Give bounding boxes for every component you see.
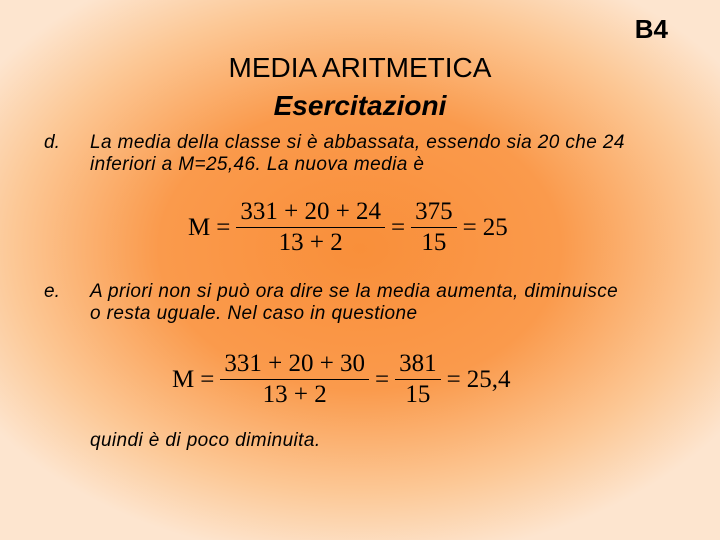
item-e-text: A priori non si può ora dire se la media aumenta, diminuisce o resta uguale. Nel caso in questione [90,281,619,324]
equation-d-lhs: M [188,213,211,241]
slide-code: B4 [634,14,668,44]
slide-title: MEDIA ARITMETICA [228,52,492,83]
equation-d [188,197,508,258]
item-d-marker: d. [44,132,60,153]
equation-e-equals-3: = [446,365,461,393]
equation-e-fraction-1-numerator: 331 + 20 + 30 [224,350,366,377]
equation-d-fraction-2-denominator: 15 [421,229,447,256]
equation-d-equals-3: = [462,213,477,241]
equation-e-lhs: M [172,365,195,393]
equation-e-result: 25,4 [466,365,511,393]
equation-d-result: 25 [482,213,508,241]
equation-e [172,349,511,410]
equation-d-equals-1: = [216,213,231,241]
equation-e-fraction-2 [395,349,441,410]
equation-d-fraction-1 [236,197,385,258]
item-d-text: La media della classe si è abbassata, essendo sia 20 che 24 inferiori a M=25,46. La nuova media è [90,132,625,175]
equation-e-fraction-1-denominator: 13 + 2 [262,381,327,408]
equation-d-fraction-2 [411,197,457,258]
equation-d-equals-2: = [391,213,406,241]
slide-subtitle: Esercitazioni [273,90,447,121]
equation-d-fraction-2-numerator: 375 [415,198,453,225]
equation-e-fraction-2-numerator: 381 [399,350,437,377]
equation-e-equals-1: = [200,365,215,393]
equation-e-equals-2: = [375,365,390,393]
item-e-marker: e. [44,281,60,302]
equation-e-fraction-2-denominator: 15 [405,381,431,408]
item-e-conclusion: quindi è di poco diminuita. [90,430,321,451]
equation-e-fraction-1 [220,349,369,410]
equation-d-fraction-1-numerator: 331 + 20 + 24 [240,198,382,225]
equation-d-fraction-1-denominator: 13 + 2 [278,229,343,256]
